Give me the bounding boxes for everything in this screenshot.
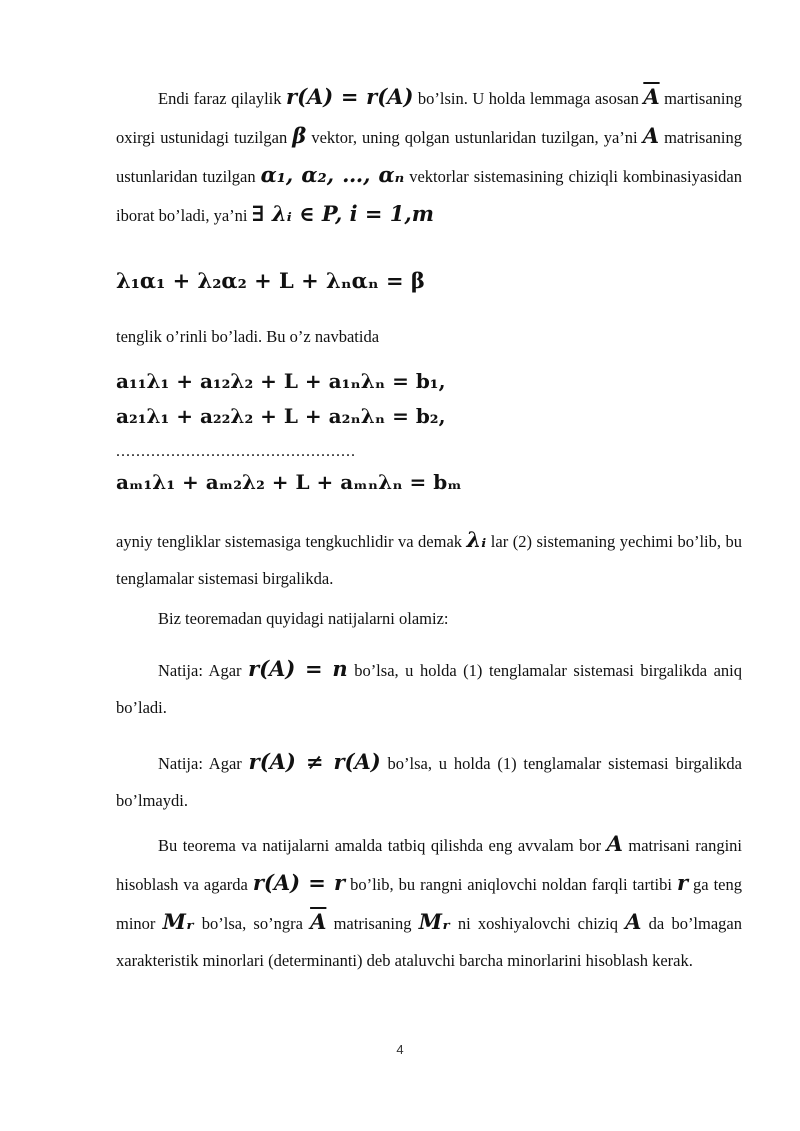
paragraph-1: Endi faraz qilaylik r(A) = r(A) bo’lsin. U holda lemmaga asosan $\overline{A}$ martisaning oxirgi ustunidagi tuzilgan β vektor, uning qolgan ustunlaridan tuzilgan, ya’ni A matrisaning ustunlaridan tuzilgan α₁, α₂, …, αₙ vektorlar sistemasining chiziqli kombinasiyasidan iborat bo’ladi, ya’ni ∃ λᵢ ∈ P, i = 1,m: [116, 84, 742, 226]
math-rank-equality: r(A) = r(A): [286, 84, 414, 109]
math-rank-equals-r: r(A) = r: [252, 870, 346, 895]
math-r: r: [676, 870, 689, 895]
math-matrix-a: A: [642, 123, 659, 148]
math-matrix-a: A: [625, 909, 642, 934]
math-matrix-a: A: [606, 831, 623, 856]
math-matrix-a-bar: $\overline{A}$: [310, 909, 327, 934]
system-equation-1: a₁₁λ₁ + a₁₂λ₂ + L + a₁ₙλₙ = b₁,: [116, 369, 446, 393]
paragraph-7: Bu teorema va natijalarni amalda tatbiq qilishda eng avvalam bor A matrisani rangini hisoblash va agarda r(A) = r bo’lib, bu rangni aniqlovchi noldan farqli tartibi r ga teng minor Mᵣ bo’lsa, so’ngra $\overline{A}$ matrisaning Mᵣ ni xoshiyalovchi chiziq A da bo’lmagan xarakteristik minorlari (determinanti) deb ataluvchi barcha minorlarini hisoblash kerak.: [116, 831, 743, 970]
math-minor-mr: Mᵣ: [418, 909, 451, 934]
ellipsis-row: ................................................: [116, 443, 356, 460]
system-equation-m: aₘ₁λ₁ + aₘ₂λ₂ + L + aₘₙλₙ = bₘ: [116, 470, 462, 494]
equation-linear-combination: λ₁α₁ + λ₂α₂ + L + λₙαₙ = β: [116, 268, 425, 293]
paragraph-4: Biz teoremadan quyidagi natijalarni olamiz:: [158, 609, 449, 628]
math-beta: β: [292, 123, 307, 148]
math-rank-equals-n: r(A) = n: [248, 656, 348, 681]
math-minor-mr: Mᵣ: [162, 909, 195, 934]
math-alpha-vectors: α₁, α₂, …, αₙ: [260, 162, 405, 187]
page-number: 4: [396, 1042, 404, 1057]
system-equation-2: a₂₁λ₁ + a₂₂λ₂ + L + a₂ₙλₙ = b₂,: [116, 404, 446, 428]
math-matrix-a-bar: $\overline{A}$: [643, 84, 660, 109]
math-rank-inequality: r(A) ≠ r(A): [248, 749, 381, 774]
paragraph-3: ayniy tengliklar sistemasiga tengkuchlidir va demak λᵢ lar (2) sistemaning yechimi bo’lib, bu tenglamalar sistemasi birgalikda.: [116, 527, 742, 588]
math-lambda-i: λᵢ: [466, 527, 487, 552]
paragraph-5-corollary: Natija: Agar r(A) = n bo’lsa, u holda (1) tenglamalar sistemasi birgalikda aniq bo’ladi.: [116, 656, 742, 717]
math-exists-lambda: ∃ λᵢ ∈ P, i = 1,m: [251, 201, 434, 226]
paragraph-6-corollary: Natija: Agar r(A) ≠ r(A) bo’lsa, u holda (1) tenglamalar sistemasi birgalikda bo’lmaydi.: [116, 749, 742, 810]
paragraph-2: tenglik o’rinli bo’ladi. Bu o’z navbatida: [116, 327, 380, 346]
